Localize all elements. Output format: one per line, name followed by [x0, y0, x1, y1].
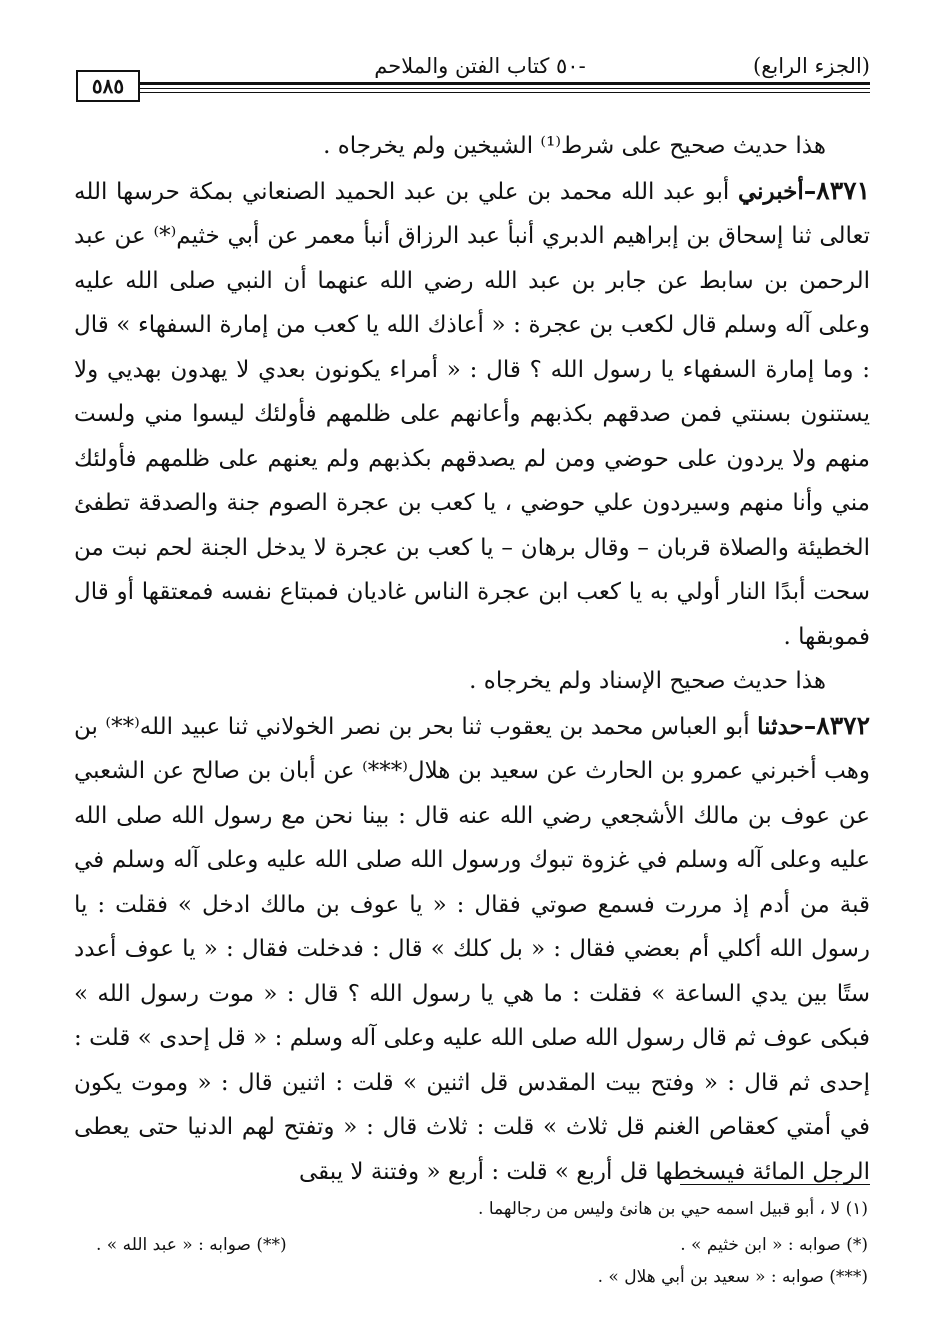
- footnote-double-star: (**) صوابه : « عبد الله » .: [96, 1235, 287, 1255]
- page-number: ٥٨٥: [76, 70, 140, 102]
- footnote-triple-star: (***) صوابه : « سعيد بن أبي هلال » .: [597, 1267, 868, 1287]
- header-rule-thin-2: [140, 92, 870, 93]
- footnote-1: (١) لا ، أبو قبيل اسمه حيي بن هانئ وليس من رجالهما .: [478, 1199, 868, 1219]
- header-rule-thick: [140, 82, 870, 85]
- footnote-star: (*) صوابه : « ابن خثيم » .: [680, 1235, 868, 1255]
- book-title: -٥٠ كتاب الفتن والملاحم: [374, 54, 586, 78]
- hadith-number: ٨٣٧١–: [803, 175, 870, 205]
- narration-keyword: أخبرني: [737, 177, 804, 205]
- hadith-8372: [74, 704, 870, 1195]
- hadith-text: أبو عبد الله محمد بن علي بن عبد الحميد الصنعاني بمكة حرسها الله تعالى ثنا إسحاق بن إبراهيم الدبري أنبأ عبد الرزاق أنبأ معمر عن أبي خثيم⁽*⁾ عن عبد الرحمن بن سابط عن جابر بن عبد الله رضي الله عنهما أن النبي صلى الله عليه وعلى آله وسلم قال لكعب بن عجرة : « أعاذك الله يا كعب من إمارة السفهاء » قال : وما إمارة السفهاء يا رسول الله ؟ قال : « أمراء يكونون بعدي لا يهدون بهديي ولا يستنون بسنتي فمن صدقهم بكذبهم وأعانهم على ظلمهم فأولئك ليسوا مني ولست منهم ولا يردون على حوضي ومن لم يصدقهم بكذبهم ولم يعنهم على ظلمهم فأولئك مني وأنا منهم وسيردون علي حوضي ، يا كعب بن عجرة الصوم جنة والصدقة تطفئ الخطيئة والصلاة قربان – وقال برهان – يا كعب بن عجرة لا يدخل الجنة لحم نبت من سحت أبدًا النار أولي به يا كعب ابن عجرة الناس غاديان فمبتاع نفسه فمعتقها أو قال فموبقها .: [74, 178, 870, 650]
- narration-keyword: حدثنا: [757, 712, 804, 740]
- hadith-number: ٨٣٧٢–: [803, 710, 870, 740]
- grading-paragraph-2: هذا حديث صحيح الإسناد ولم يخرجاه .: [469, 668, 826, 694]
- header-rule-thin: [140, 88, 870, 89]
- grading-paragraph-1: هذا حديث صحيح على شرط⁽¹⁾ الشيخين ولم يخرجاه .: [323, 133, 826, 159]
- hadith-text: أبو العباس محمد بن يعقوب ثنا بحر بن نصر الخولاني ثنا عبيد الله⁽**⁾ بن وهب أخبرني عمرو بن الحارث عن سعيد بن هلال⁽***⁾ عن أبان بن صالح عن الشعبي عن عوف بن مالك الأشجعي رضي الله عنه قال : بينا نحن مع رسول الله صلى الله عليه وعلى آله وسلم في غزوة تبوك ورسول الله صلى الله عليه وعلى آله وسلم في قبة من أدم إذ مررت فسمع صوتي فقال : « يا عوف بن مالك ادخل » فقلت : يا رسول الله أكلي أم بعضي فقال : « بل كلك » قال : فدخلت فقال : « يا عوف أعدد ستًا بين يدي الساعة » فقلت : ما هي يا رسول الله ؟ قال : « موت رسول الله » فبكى عوف ثم قال رسول الله صلى الله عليه وعلى آله وسلم : « قل إحدى » قلت : إحدى ثم قال : « وفتح بيت المقدس قل اثنين » قلت : اثنين قال : « وموت يكون في أمتي كعقاص الغنم قل ثلاث » قلت : ثلاث قال : « وتفتح لهم الدنيا حتى يعطى الرجل المائة فيسخطها قل أربع » قلت : أربع « وفتنة لا يبقى: [74, 713, 870, 1185]
- main-text: [74, 124, 870, 1194]
- footnote-separator: [680, 1184, 870, 1185]
- volume-label: (الجزء الرابع): [753, 54, 870, 78]
- hadith-8371: [74, 169, 870, 660]
